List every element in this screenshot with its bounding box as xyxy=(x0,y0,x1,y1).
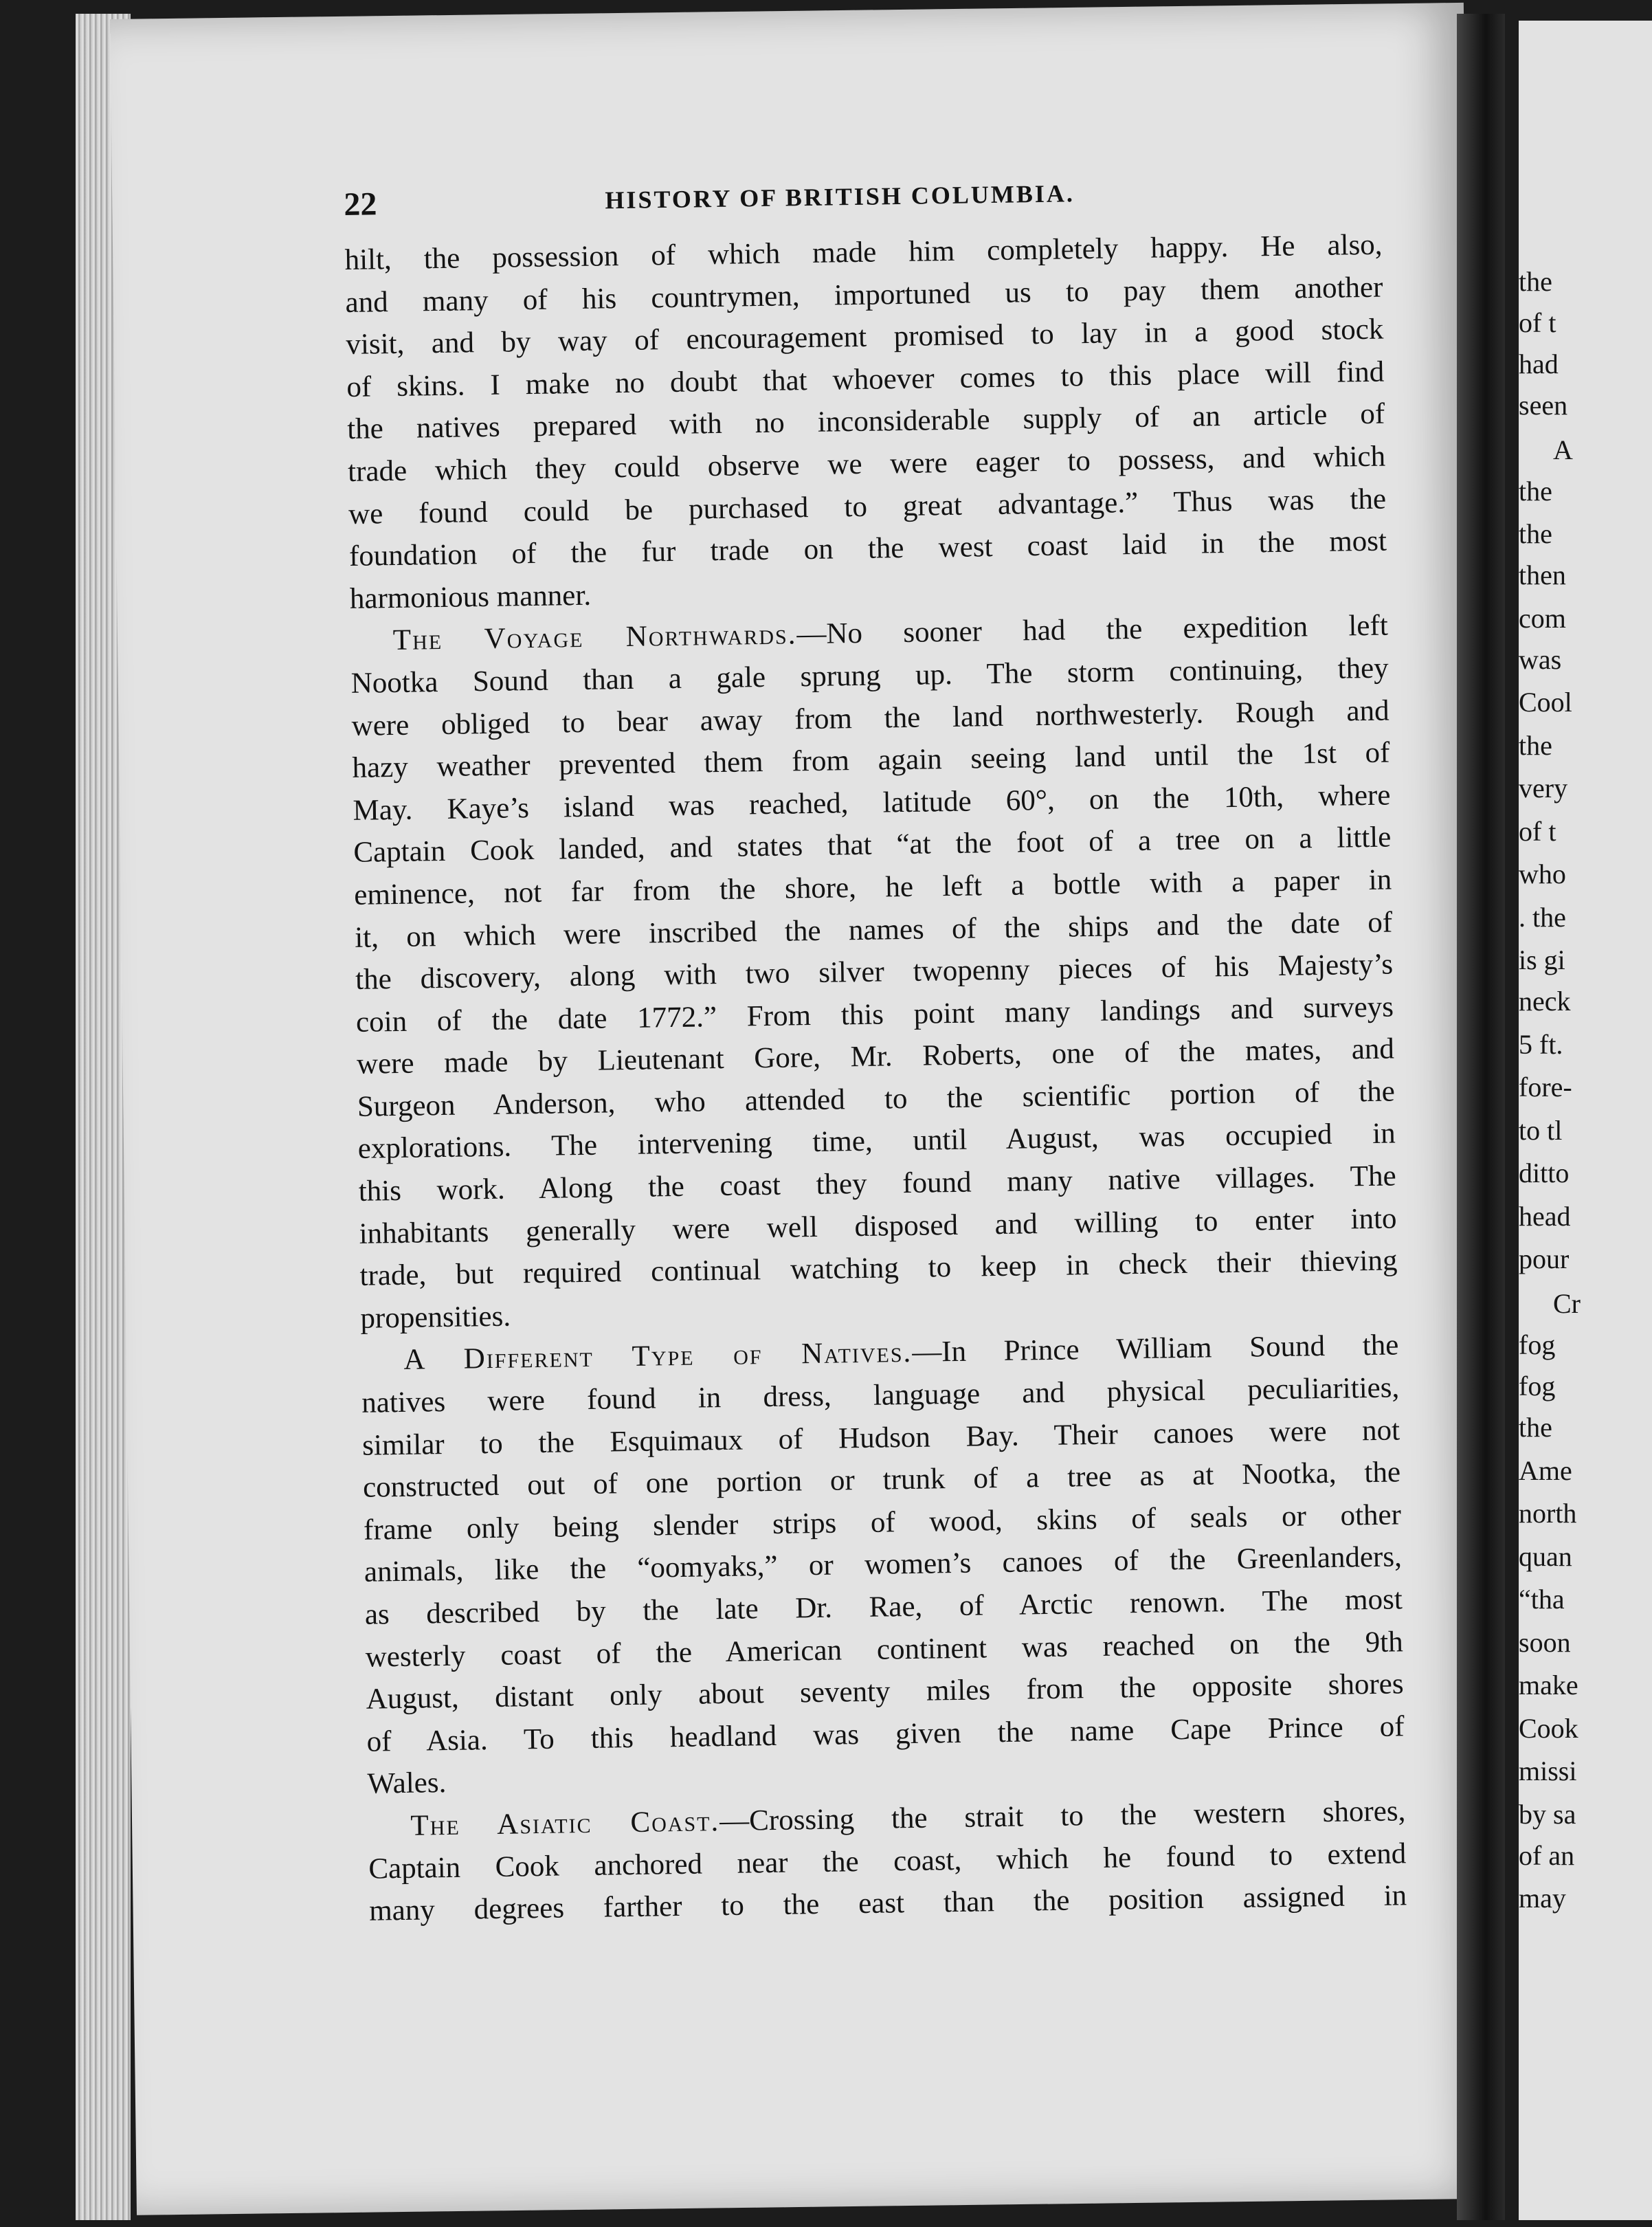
text-line: frame only being slender strips of wood, skins of seals or other xyxy=(363,1498,1402,1547)
right-page-fragment: A xyxy=(1553,434,1573,465)
text-run: —In Prince William Sound the xyxy=(911,1329,1399,1369)
text-line: August, distant only about seventy miles from the opposite shores xyxy=(366,1668,1404,1716)
right-page-fragment: make xyxy=(1519,1670,1578,1700)
text-line: we found could be purchased to great advantage.” Thus was the xyxy=(348,483,1387,531)
text-line: Captain Cook anchored near the coast, which he found to extend xyxy=(368,1837,1407,1885)
right-page-fragment: pour xyxy=(1519,1243,1570,1274)
right-page-fragment: then xyxy=(1519,559,1566,590)
text-line: Captain Cook landed, and states that “at the foot of a tree on a little xyxy=(353,821,1392,869)
paragraph-4 xyxy=(368,1790,1407,1932)
right-page-fragment: the xyxy=(1519,730,1552,761)
right-page-fragment: Cr xyxy=(1553,1288,1581,1319)
text-line: many degrees farther to the east than the position assigned in xyxy=(368,1879,1407,1927)
right-page-fragment: ditto xyxy=(1519,1157,1570,1188)
text-line: the natives prepared with no inconsiderable supply of an article of xyxy=(346,397,1385,446)
right-page-fragment: the xyxy=(1519,266,1552,297)
right-page-fragment: of t xyxy=(1519,307,1556,338)
text-line: propensities. xyxy=(360,1300,511,1335)
right-page-fragment: Cook xyxy=(1519,1713,1578,1744)
text-line: similar to the Esquimaux of Hudson Bay. Their canoes were not xyxy=(361,1414,1400,1462)
right-page-fragment: who xyxy=(1519,858,1566,889)
text-line: Surgeon Anderson, who attended to the scientific portion of the xyxy=(357,1075,1396,1123)
text-line: and many of his countrymen, importuned us to pay them another xyxy=(345,271,1383,319)
right-page-fragment: had xyxy=(1519,348,1559,379)
text-line: westerly coast of the American continent was reached on the 9th xyxy=(365,1625,1403,1674)
text-line: it, on which were inscribed the names of the ships and the date of xyxy=(354,905,1393,954)
right-page-fragment: neck xyxy=(1519,986,1571,1017)
text-line: harmonious manner. xyxy=(349,579,592,615)
right-page-fragment: was xyxy=(1519,644,1562,675)
text-line: this work. Along the coast they found many native villages. The xyxy=(358,1160,1396,1208)
right-page-fragment: Ame xyxy=(1519,1455,1572,1486)
text-line: the discovery, along with two silver twopenny pieces of his Majesty’s xyxy=(355,948,1394,996)
text-line: were made by Lieutenant Gore, Mr. Roberts, one of the mates, and xyxy=(356,1032,1395,1081)
text-line: of skins. I make no doubt that whoever comes to this place will find xyxy=(346,355,1385,403)
text-line: May. Kaye’s island was reached, latitude 60°, on the 10th, where xyxy=(353,779,1391,827)
text-line: coin of the date 1772.” From this point many landings and surveys xyxy=(355,990,1394,1039)
paragraph-3 xyxy=(361,1325,1405,1806)
right-page-fragment: head xyxy=(1519,1201,1571,1232)
right-page-fragment: very xyxy=(1519,773,1568,804)
right-page-fragment: by sa xyxy=(1519,1799,1576,1830)
text-line: of Asia. To this headland was given the name Cape Prince of xyxy=(366,1710,1405,1758)
right-page-fragment: the xyxy=(1519,1412,1552,1443)
right-page-fragment: fog xyxy=(1519,1329,1556,1360)
right-page-fragment: soon xyxy=(1519,1627,1571,1658)
text-line: as described by the late Dr. Rae, of Arctic renown. The most xyxy=(364,1583,1403,1631)
text-line: constructed out of one portion or trunk of a tree as at Nootka, the xyxy=(362,1456,1401,1505)
right-page-fragment: north xyxy=(1519,1498,1577,1529)
text-line: animals, like the “oomyaks,” or women’s canoes of the Greenlanders, xyxy=(364,1540,1403,1589)
text-line: trade which they could observe we were eager to possess, and which xyxy=(347,440,1386,488)
right-page xyxy=(1519,21,1652,2220)
right-page-fragment: . the xyxy=(1519,902,1566,933)
text-line: Nootka Sound than a gale sprung up. The storm continuing, they xyxy=(350,652,1389,700)
right-page-fragment: the xyxy=(1519,476,1552,507)
text-line: foundation of the fur trade on the west coast laid in the most xyxy=(348,524,1387,573)
text-line: explorations. The intervening time, until August, was occupied in xyxy=(357,1117,1396,1166)
right-page-fragment: seen xyxy=(1519,390,1568,421)
text-line: natives were found in dress, language and physical peculiarities, xyxy=(361,1371,1400,1419)
text-line: trade, but required continual watching to keep in check their thieving xyxy=(359,1244,1398,1293)
text-run: —Crossing the strait to the western shores, xyxy=(719,1795,1406,1838)
text-line: visit, and by way of encouragement promised to lay in a good stock xyxy=(346,313,1384,362)
text-line: hazy weather prevented them from again seeing land until the 1st of xyxy=(352,736,1390,785)
text-line: Wales. xyxy=(367,1766,447,1801)
left-page-text xyxy=(344,169,1407,1933)
right-page-fragment: fog xyxy=(1519,1371,1556,1401)
text-line: inhabitants generally were well disposed and willing to enter into xyxy=(359,1202,1397,1250)
right-page-fragment: Cool xyxy=(1519,687,1572,718)
right-page-fragment: “tha xyxy=(1519,1584,1565,1615)
text-line: eminence, not far from the shore, he left a bottle with a paper in xyxy=(353,863,1392,911)
right-page-fragment: fore- xyxy=(1519,1072,1572,1103)
section-heading: The Asiatic Coast. xyxy=(410,1805,720,1842)
right-page-fragment: quan xyxy=(1519,1541,1572,1572)
paragraph-2 xyxy=(350,605,1398,1340)
right-page-fragment: of an xyxy=(1519,1840,1575,1871)
right-page-fragment: of t xyxy=(1519,816,1556,847)
section-heading: A Different Type of Natives. xyxy=(403,1336,913,1377)
section-heading: The Voyage Northwards. xyxy=(392,618,797,657)
text-run: —No sooner had the expedition left xyxy=(796,609,1389,651)
running-title: HISTORY OF BRITISH COLUMBIA. xyxy=(605,179,1075,214)
right-page-fragment: com xyxy=(1519,603,1566,634)
page-number: 22 xyxy=(344,186,377,223)
book-gutter xyxy=(1457,14,1505,2220)
paragraph-1 xyxy=(344,224,1387,621)
text-line: hilt, the possession of which made him completely happy. He also, xyxy=(344,228,1383,276)
text-line: were obliged to bear away from the land northwesterly. Rough and xyxy=(351,694,1389,742)
right-page-fragment: missi xyxy=(1519,1755,1577,1786)
right-page-fragment: to tl xyxy=(1519,1115,1563,1146)
right-page-fragment: the xyxy=(1519,518,1552,549)
right-page-fragment: 5 ft. xyxy=(1519,1029,1563,1060)
right-page-fragment: may xyxy=(1519,1883,1566,1914)
right-page-fragment: is gi xyxy=(1519,944,1565,975)
